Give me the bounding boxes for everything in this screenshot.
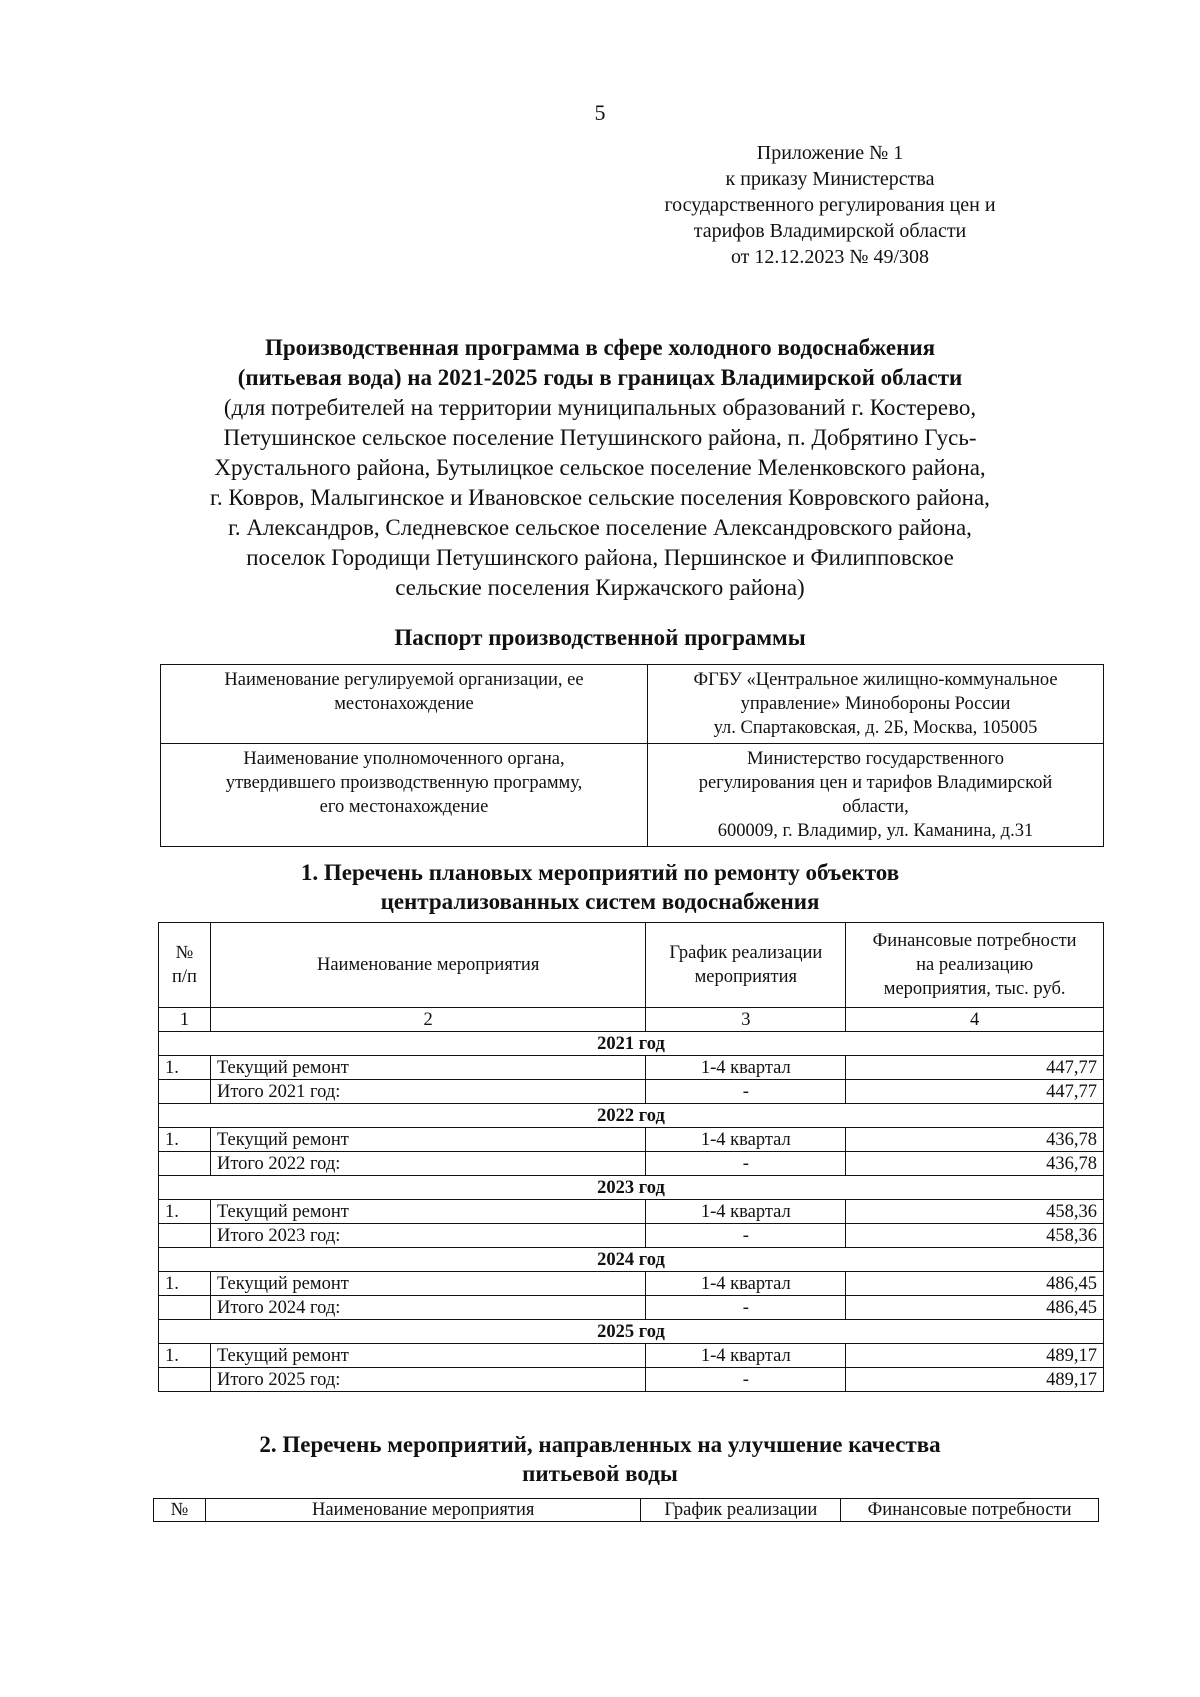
row-amount: 458,36	[846, 1200, 1104, 1224]
total-schedule: -	[646, 1224, 846, 1248]
title-line: Производственная программа в сфере холодного водоснабжения	[264, 335, 936, 360]
header-name: Наименование мероприятия	[205, 1499, 640, 1522]
row-amount: 489,17	[846, 1344, 1104, 1368]
total-label: Итого 2024 год:	[210, 1296, 645, 1320]
row-amount: 436,78	[846, 1128, 1104, 1152]
table-row	[159, 1056, 1104, 1080]
repair-plan-table	[158, 922, 1104, 1392]
appendix-header	[630, 140, 1030, 270]
appendix-line: от 12.12.2023 № 49/308	[730, 246, 930, 268]
document-title	[120, 333, 1080, 603]
row-item: Текущий ремонт	[210, 1272, 645, 1296]
appendix-line: тарифов Владимирской области	[693, 220, 967, 242]
title-line: Петушинское сельское поселение Петушинского района, п. Добрятино Гусь-	[223, 425, 977, 450]
total-schedule: -	[646, 1368, 846, 1392]
row-item: Текущий ремонт	[210, 1128, 645, 1152]
total-schedule: -	[646, 1080, 846, 1104]
row-num: 1.	[159, 1200, 211, 1224]
passport-value: ФГБУ «Центральное жилищно-коммунальное управление» Минобороны России ул. Спартаковская, д. 2Б, Москва, 105005	[648, 665, 1104, 744]
table-header-row	[154, 1499, 1099, 1522]
column-number-row	[159, 1008, 1104, 1032]
section1-heading: 1. Перечень плановых мероприятий по ремонту объектов централизованных систем водоснабжения	[300, 860, 900, 914]
passport-value: Министерство государственного регулирования цен и тарифов Владимирской области, 600009, г. Владимир, ул. Каманина, д.31	[648, 744, 1104, 847]
table-row	[159, 1272, 1104, 1296]
total-row	[159, 1224, 1104, 1248]
total-label: Итого 2025 год:	[210, 1368, 645, 1392]
row-item: Текущий ремонт	[210, 1344, 645, 1368]
row-schedule: 1-4 квартал	[646, 1200, 846, 1224]
table-row	[159, 1128, 1104, 1152]
page-number: 5	[594, 100, 606, 125]
header-schedule: График реализации	[641, 1499, 841, 1522]
header-num: №	[154, 1499, 206, 1522]
row-amount: 486,45	[846, 1272, 1104, 1296]
total-label: Итого 2021 год:	[210, 1080, 645, 1104]
title-line: (питьевая вода) на 2021-2025 годы в границах Владимирской области	[237, 365, 963, 390]
title-line: Хрустального района, Бутылицкое сельское поселение Меленковского района,	[214, 455, 986, 480]
passport-heading: Паспорт производственной программы	[394, 625, 806, 650]
section2-heading: 2. Перечень мероприятий, направленных на улучшение качества питьевой воды	[259, 1432, 941, 1486]
year-row: 2025 год	[159, 1320, 1104, 1344]
year-row: 2023 год	[159, 1176, 1104, 1200]
row-num: 1.	[159, 1128, 211, 1152]
col-number: 4	[846, 1008, 1104, 1032]
year-row: 2022 год	[159, 1104, 1104, 1128]
year-row: 2021 год	[159, 1032, 1104, 1056]
header-name: Наименование мероприятия	[210, 923, 645, 1008]
title-line: поселок Городищи Петушинского района, Першинское и Филипповское	[246, 545, 954, 570]
table-header-row	[159, 923, 1104, 1008]
total-schedule: -	[646, 1296, 846, 1320]
col-number: 3	[646, 1008, 846, 1032]
appendix-line: государственного регулирования цен и	[664, 194, 996, 216]
table-row	[159, 1200, 1104, 1224]
total-label: Итого 2023 год:	[210, 1224, 645, 1248]
header-finance: Финансовые потребности	[841, 1499, 1099, 1522]
row-schedule: 1-4 квартал	[646, 1128, 846, 1152]
table-row	[159, 1344, 1104, 1368]
passport-row	[161, 744, 1104, 847]
total-row	[159, 1368, 1104, 1392]
header-schedule: График реализации мероприятия	[646, 923, 846, 1008]
year-row: 2024 год	[159, 1248, 1104, 1272]
header-num: № п/п	[159, 923, 211, 1008]
quality-measures-table	[153, 1498, 1099, 1522]
col-number: 2	[210, 1008, 645, 1032]
total-amount: 447,77	[846, 1080, 1104, 1104]
row-item: Текущий ремонт	[210, 1200, 645, 1224]
passport-row	[161, 665, 1104, 744]
title-line: г. Александров, Следневское сельское поселение Александровского района,	[228, 515, 972, 540]
row-schedule: 1-4 квартал	[646, 1272, 846, 1296]
title-line: (для потребителей на территории муниципальных образований г. Костерево,	[223, 395, 977, 420]
total-row	[159, 1080, 1104, 1104]
total-label: Итого 2022 год:	[210, 1152, 645, 1176]
row-num: 1.	[159, 1272, 211, 1296]
row-item: Текущий ремонт	[210, 1056, 645, 1080]
col-number: 1	[159, 1008, 211, 1032]
title-line: сельские поселения Киржачского района)	[395, 575, 805, 600]
passport-table	[160, 664, 1104, 847]
title-line: г. Ковров, Малыгинское и Ивановское сельские поселения Ковровского района,	[210, 485, 990, 510]
total-row	[159, 1152, 1104, 1176]
row-num: 1.	[159, 1344, 211, 1368]
total-amount: 489,17	[846, 1368, 1104, 1392]
row-schedule: 1-4 квартал	[646, 1344, 846, 1368]
passport-label: Наименование уполномоченного органа, утвердившего производственную программу, его местонахождение	[161, 744, 648, 847]
total-amount: 436,78	[846, 1152, 1104, 1176]
total-amount: 486,45	[846, 1296, 1104, 1320]
appendix-line: Приложение № 1	[756, 142, 904, 164]
row-schedule: 1-4 квартал	[646, 1056, 846, 1080]
appendix-line: к приказу Министерства	[725, 168, 935, 190]
row-num: 1.	[159, 1056, 211, 1080]
passport-label: Наименование регулируемой организации, ее местонахождение	[161, 665, 648, 744]
total-amount: 458,36	[846, 1224, 1104, 1248]
total-schedule: -	[646, 1152, 846, 1176]
total-row	[159, 1296, 1104, 1320]
row-amount: 447,77	[846, 1056, 1104, 1080]
header-finance: Финансовые потребности на реализацию мероприятия, тыс. руб.	[846, 923, 1104, 1008]
